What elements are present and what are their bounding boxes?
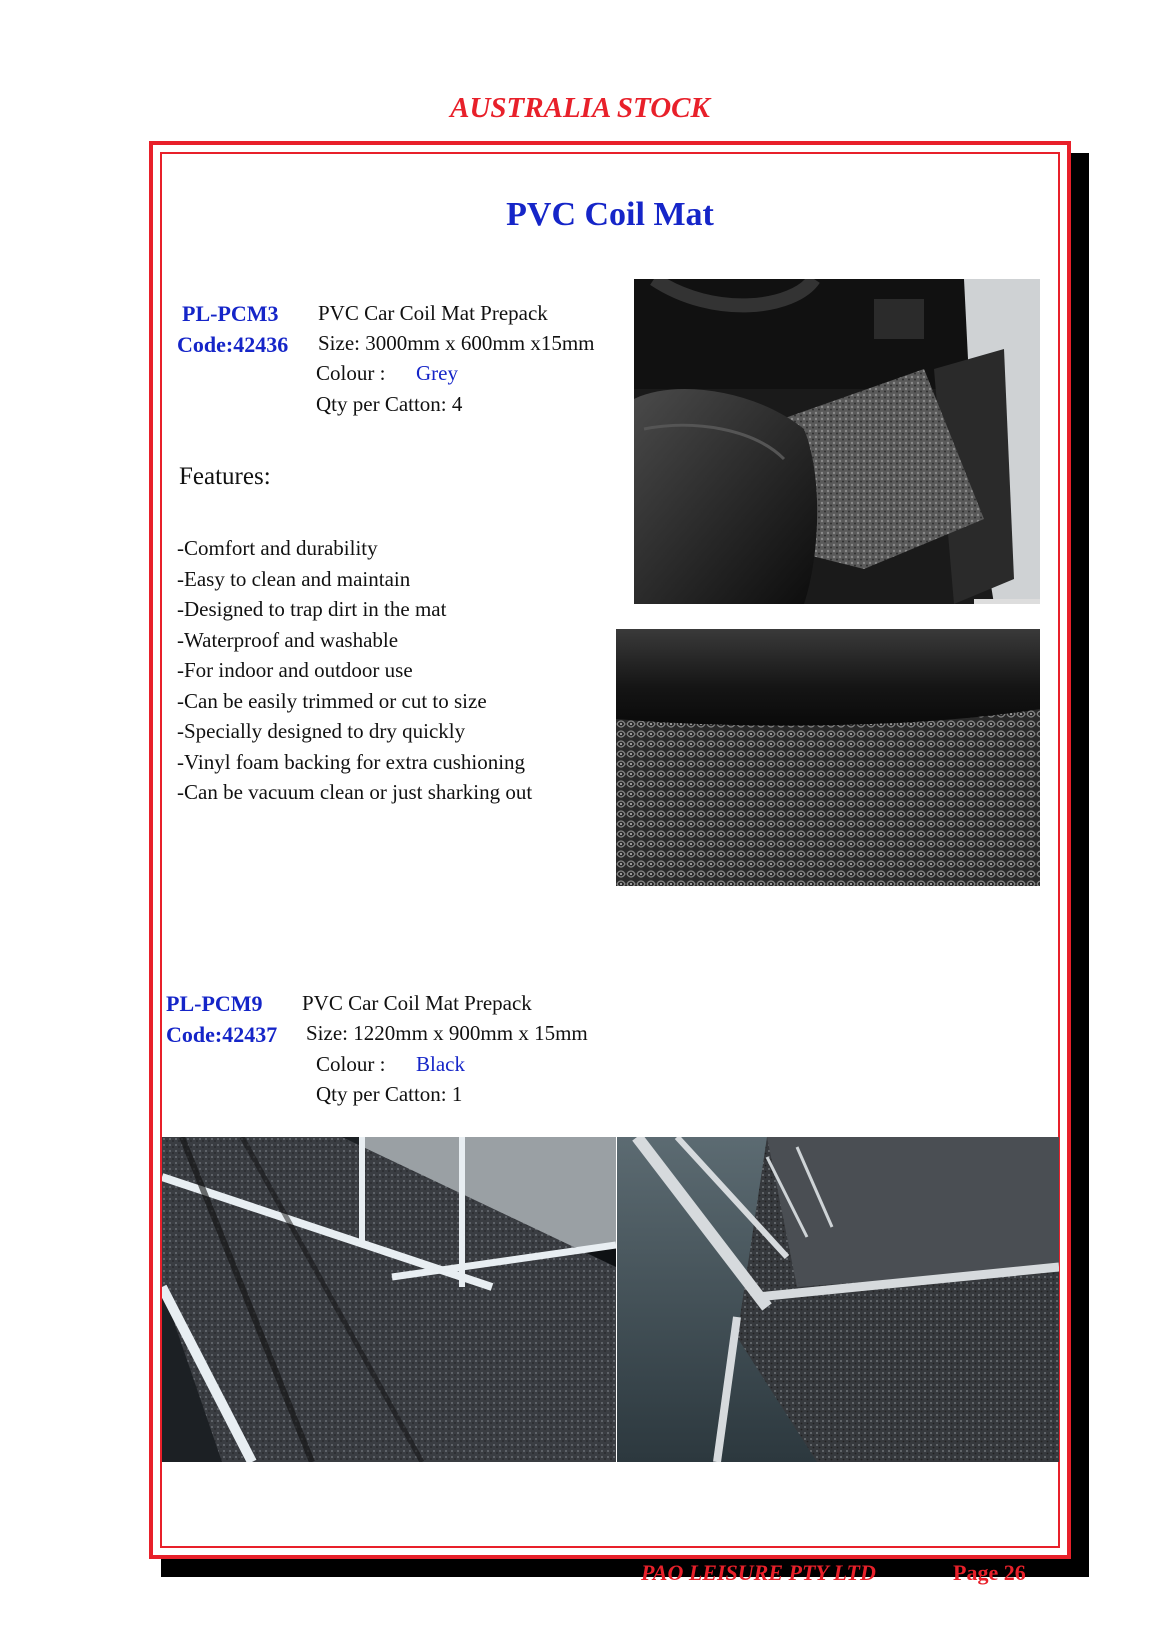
feature-item: -Can be easily trimmed or cut to size <box>177 688 487 713</box>
feature-item: -For indoor and outdoor use <box>177 658 413 682</box>
product1-name: PVC Car Coil Mat Prepack <box>318 301 548 325</box>
footer-page-number: Page 26 <box>953 1560 1026 1585</box>
product1-colour-label: Colour : <box>316 361 386 385</box>
product1-colour-value: Grey <box>416 361 458 385</box>
product2-colour-label: Colour : <box>316 1052 386 1076</box>
feature-item: -Waterproof and washable <box>177 627 399 652</box>
feature-item: -Easy to clean and maintain <box>177 566 411 591</box>
product2-name: PVC Car Coil Mat Prepack <box>302 991 532 1015</box>
feature-item: -Comfort and durability <box>177 536 378 560</box>
product2-colour-value: Black <box>416 1052 465 1076</box>
product2-qty: Qty per Catton: 1 <box>316 1082 463 1106</box>
features-heading: Features: <box>179 463 271 490</box>
product2-code: Code:42437 <box>166 1022 278 1047</box>
section-title: PVC Coil Mat <box>506 196 714 233</box>
feature-item: -Can be vacuum clean or just sharking out <box>177 780 533 804</box>
car-interior-photo <box>634 279 1040 604</box>
footer-company: PAO LEISURE PTY LTD <box>641 1560 876 1585</box>
product1-qty: Qty per Catton: 4 <box>316 392 463 416</box>
product2-size: Size: 1220mm x 900mm x 15mm <box>306 1021 588 1045</box>
features-list <box>177 536 532 811</box>
pontoon-step-photo <box>617 1137 1059 1462</box>
product1-size: Size: 3000mm x 600mm x15mm <box>318 331 595 355</box>
page-header-title: AUSTRALIA STOCK <box>450 92 710 124</box>
product1-code: Code:42436 <box>177 332 289 357</box>
pontoon-walkway-photo <box>162 1137 616 1462</box>
feature-item: -Vinyl foam backing for extra cushioning <box>177 749 526 774</box>
coil-mat-closeup-photo <box>616 629 1040 886</box>
product1-model: PL-PCM3 <box>182 301 279 326</box>
feature-item: -Specially designed to dry quickly <box>177 719 466 743</box>
feature-item: -Designed to trap dirt in the mat <box>177 597 447 621</box>
product2-model: PL-PCM9 <box>166 991 263 1016</box>
